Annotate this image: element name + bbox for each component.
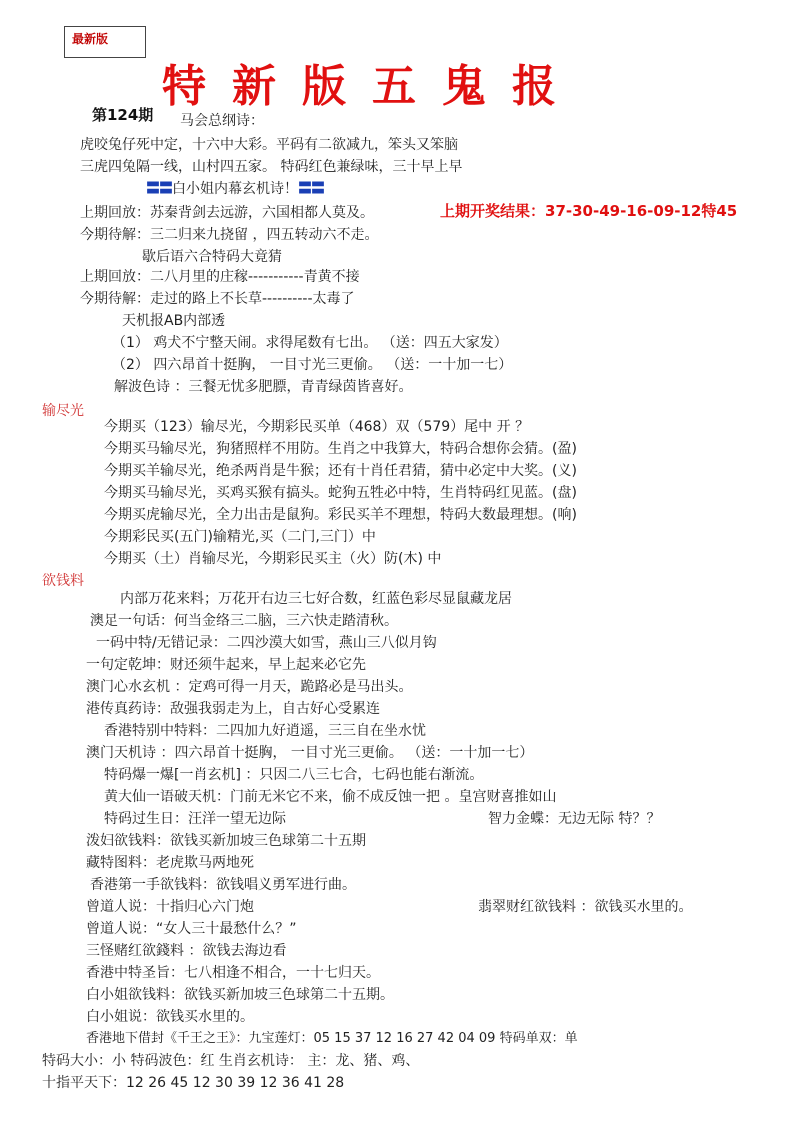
money-line-21: 香港地下借封《千王之王》：九宝莲灯：05 15 37 12 16 27 42 04 09 特码单双：单 (86, 1031, 578, 1046)
miss-poem-title: 白小姐内幕玄机诗！ (172, 181, 298, 197)
lose-line-2: 今期买马输尽光，狗猪照样不用防。生肖之中我算大，特码合想你会猜。(盈) (104, 441, 577, 457)
lose-line-7: 今期买（土）肖输尽光，今期彩民买主（火）防(木) 中 (104, 551, 442, 567)
section-lose-all: 输尽光 (42, 403, 84, 419)
section-money-tips: 欲钱料 (42, 573, 84, 589)
money-line-19: 白小姐欲钱料：欲钱买新加坡三色球第二十五期。 (86, 987, 394, 1003)
xiehouyu-title: 歇后语六合特码大竟猜 (142, 249, 282, 265)
money-line-5: 澳门心水玄机 ：定鸡可得一月天，跪路必是马出头。 (86, 679, 413, 695)
poem-line-1: 虎咬兔仔死中定，十六中大彩。平码有二欲减九，笨头又笨脑 (80, 137, 458, 153)
money-line-17: 三怪赌红欲錢料 ：欲钱去海边看 (86, 943, 287, 959)
header-poem-label: 马会总纲诗： (180, 113, 264, 129)
money-line-14: 香港第一手欲钱料：欲钱唱义勇军进行曲。 (90, 877, 356, 893)
latest-edition-badge: 最新版 (64, 26, 146, 58)
today-puzzle-2: 今期待解：走过的路上不长草----------太毒了 (80, 291, 355, 307)
money-line-11: 特码过生日：汪洋一望无边际 (104, 811, 286, 827)
side-note-wisdom: 智力金蝶：无边无际 特？？ (488, 811, 661, 827)
decor-right-icon: 〓〓 (298, 181, 324, 197)
money-line-8: 澳门天机诗 ：四六昂首十挺胸， 一目寸光三更偷。 （送：一十加一七） (86, 745, 534, 761)
decor-left-icon: 〓〓 (146, 181, 172, 197)
lose-line-3: 今期买羊输尽光，绝杀两肖是牛猴；还有十肖任君猜，猜中必定中大奖。(义) (104, 463, 577, 479)
poem-line-2: 三虎四兔隔一线，山村四五家。 特码红色兼绿味，三十早上早 (80, 159, 463, 175)
money-line-22: 特码大小：小 特码波色：红 生肖玄机诗： 主：龙、猪、鸡、 (42, 1053, 420, 1069)
side-note-jade: 翡翠财红欲钱料 ：欲钱买水里的。 (478, 899, 693, 915)
money-line-16: 曾道人说：“女人三十最愁什么？” (86, 921, 297, 937)
today-puzzle-1: 今期待解：三二归来九挠留 ，四五转动六不走。 (80, 227, 379, 243)
money-line-4: 一句定乾坤：财还须牛起来，早上起来必它先 (86, 657, 366, 673)
miss-poem-row (146, 180, 324, 198)
tianji-title: 天机报AB内部透 (122, 313, 226, 329)
money-line-10: 黄大仙一语破天机：门前无米它不来，偷不成反蚀一把 。皇宫财喜推如山 (104, 789, 557, 805)
money-line-1: 内部万花来料；万花开右边三七好合数，红蓝色彩尽显鼠藏龙居 (120, 591, 512, 607)
money-line-6: 港传真药诗：敌强我弱走为上，自古好心受累连 (86, 701, 380, 717)
money-line-2: 澳足一句话：何当金络三二脑，三六快走踏清秋。 (90, 613, 398, 629)
money-line-23: 十指平天下：12 26 45 12 30 39 12 36 41 28 (42, 1075, 345, 1091)
last-review-1: 上期回放：苏秦背剑去远游，六国相都人莫及。 (80, 205, 374, 221)
lose-line-6: 今期彩民买(五门)输精光,买（二门,三门）中 (104, 529, 376, 545)
money-line-12: 泼妇欲钱料：欲钱买新加坡三色球第二十五期 (86, 833, 366, 849)
wave-color-poem: 解波色诗 ：三餐无忧多肥膘，青青绿茵皆喜好。 (114, 379, 413, 395)
issue-number: 第124期 (92, 106, 154, 124)
tianji-line-2: （2） 四六昂首十挺胸， 一目寸光三更偷。 （送：一十加一七） (112, 357, 513, 373)
money-line-13: 藏特图料：老虎欺马两地死 (86, 855, 254, 871)
last-review-2: 上期回放：二八月里的庄稼-----------青黄不接 (80, 269, 360, 285)
page-title: 特新版五鬼报 (162, 61, 582, 112)
tianji-line-1: （1） 鸡犬不宁整天闹。求得尾数有七出。 （送：四五大家发） (112, 335, 508, 351)
lose-line-1: 今期买（123）输尽光，今期彩民买单（468）双（579）尾中 开 ？ (104, 419, 530, 435)
money-line-15: 曾道人说：十指归心六门炮 (86, 899, 254, 915)
lose-line-5: 今期买虎输尽光，全力出击是鼠狗。彩民买羊不理想，特码大数最理想。(响) (104, 507, 577, 523)
lose-line-4: 今期买马输尽光，买鸡买猴有搞头。蛇狗五牲必中特，生肖特码红见蓝。(盘) (104, 485, 577, 501)
money-line-18: 香港中特圣旨：七八相逢不相合，一十七归天。 (86, 965, 380, 981)
money-line-9: 特码爆一爆[一肖玄机] ：只因二八三七合，七码也能右渐流。 (104, 767, 484, 783)
money-line-3: 一码中特/无错记录：二四沙漠大如雪，燕山三八似月钩 (96, 635, 437, 651)
last-draw-result: 上期开奖结果：37-30-49-16-09-12特45 (440, 202, 738, 220)
money-line-7: 香港特别中特料：二四加九好逍遥，三三自在坐水忧 (104, 723, 426, 739)
money-line-20: 白小姐说：欲钱买水里的。 (86, 1009, 254, 1025)
